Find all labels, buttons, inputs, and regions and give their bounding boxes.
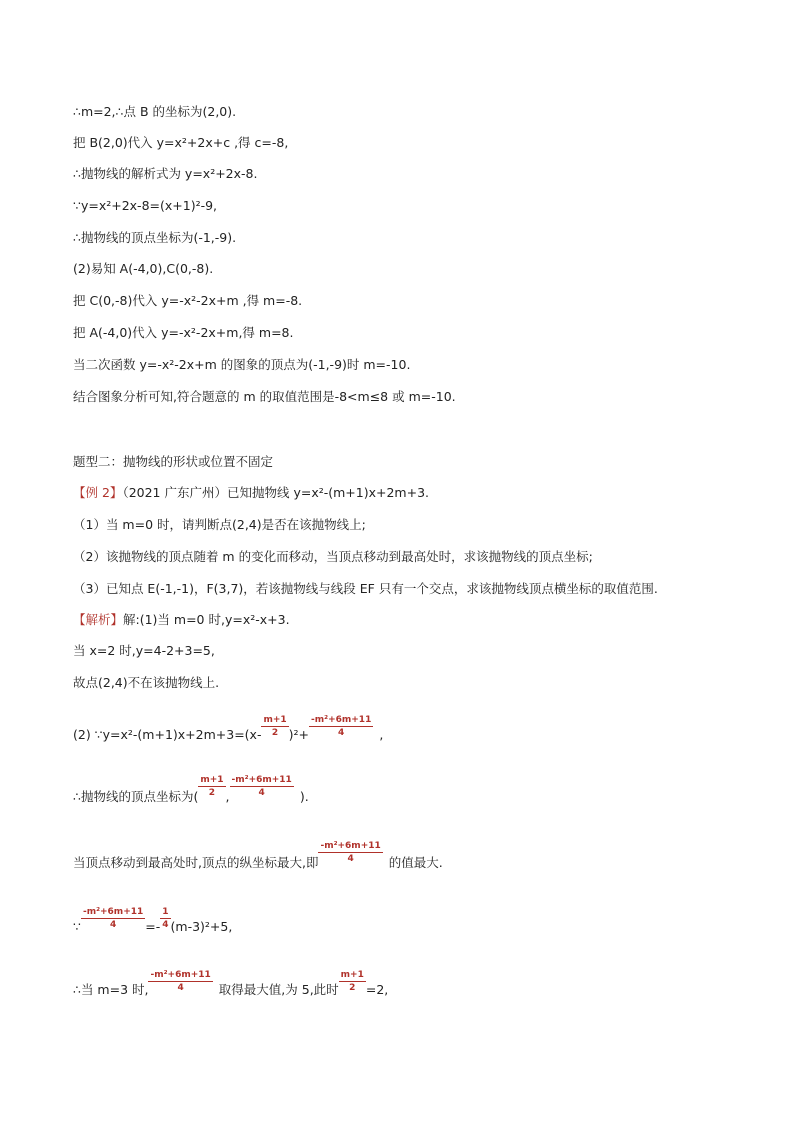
fraction-vertex-y: [318, 840, 382, 865]
fraction-numerator: m+1: [263, 715, 287, 725]
fraction-numerator: -m²+6m+11: [150, 970, 211, 980]
solution-line-9: 当二次函数 y=-x²-2x+m 的图象的顶点为(-1,-9)时 m=-10.: [73, 357, 411, 372]
fraction-m-plus-1-over-2: [261, 714, 288, 739]
step-line-5-text-a: 当顶点移动到最高处时,顶点的纵坐标最大,即: [73, 855, 319, 870]
step-line-5: [73, 841, 443, 878]
step-line-5-text-b: 的值最大.: [388, 855, 443, 870]
step-line-4-text-a: ∴抛物线的顶点坐标为(: [73, 789, 199, 804]
analysis-heading: [73, 612, 290, 628]
solution-line-3: ∴抛物线的解析式为 y=x²+2x-8.: [73, 166, 258, 181]
fraction-denominator: 2: [271, 728, 279, 738]
section-title: 题型二：抛物线的形状或位置不固定: [73, 454, 274, 469]
fraction-m-plus-1-over-2: [198, 774, 225, 799]
question-1: （1）当 m=0 时，请判断点(2,4)是否在该抛物线上;: [73, 517, 366, 532]
question-2: （2）该抛物线的顶点随着 m 的变化而移动，当顶点移动到最高处时，求该抛物线的顶点坐标;: [73, 549, 593, 564]
fraction-numerator: -m²+6m+11: [320, 841, 381, 851]
step-line-1: 当 x=2 时,y=4-2+3=5,: [73, 643, 215, 658]
fraction-denominator: 4: [109, 920, 117, 930]
step-line-6-text-b: =-: [145, 919, 161, 934]
step-line-7-text-a: ∴当 m=3 时,: [73, 982, 149, 997]
fraction-denominator: 4: [347, 854, 354, 864]
step-line-3: [73, 715, 384, 750]
example-bracket: 【例 2】: [73, 485, 123, 500]
analysis-bracket: 【解析】: [73, 612, 124, 627]
fraction-numerator: 1: [162, 907, 169, 917]
step-line-4-text-c: ).: [299, 789, 309, 804]
fraction-vertex-y: [81, 906, 145, 931]
fraction-m-plus-1-over-2: [339, 969, 366, 994]
step-line-4: [73, 775, 309, 812]
solution-line-4: ∵y=x²+2x-8=(x+1)²-9,: [73, 198, 218, 213]
solution-line-7: 把 C(0,-8)代入 y=-x²-2x+m ,得 m=-8.: [73, 293, 303, 308]
fraction-numerator: -m²+6m+11: [231, 775, 292, 785]
step-line-7-text-c: =2,: [365, 982, 389, 997]
fraction-denominator: 2: [349, 983, 356, 993]
solution-line-5: ∴抛物线的顶点坐标为(-1,-9).: [73, 230, 237, 245]
step-line-6: [73, 907, 233, 942]
fraction-denominator: 4: [177, 983, 184, 993]
fraction-denominator: 2: [208, 788, 216, 798]
solution-line-1: ∴m=2,∴点 B 的坐标为(2,0).: [73, 104, 237, 119]
step-line-2: 故点(2,4)不在该抛物线上.: [73, 675, 220, 690]
step-line-7: [73, 970, 389, 1005]
fraction-vertex-y: [309, 714, 373, 739]
step-line-6-text-c: (m-3)²+5,: [170, 919, 233, 934]
fraction-denominator: 4: [258, 788, 265, 798]
step-line-3-text-a: (2) ∵y=x²-(m+1)x+2m+3=(x-: [73, 727, 262, 742]
analysis-text: 解:(1)当 m=0 时,y=x²-x+3.: [123, 612, 290, 627]
fraction-vertex-y: [230, 774, 294, 799]
example-source: （2021 广东广州）已知抛物线 y=x²-(m+1)x+2m+3.: [122, 485, 429, 500]
fraction-numerator: -m²+6m+11: [311, 715, 372, 725]
example-heading: [73, 485, 429, 501]
fraction-one-quarter: [160, 906, 170, 931]
fraction-numerator: m+1: [340, 970, 364, 980]
step-line-7-text-b: 取得最大值,为 5,此时: [218, 982, 339, 997]
fraction-denominator: 4: [338, 728, 345, 738]
solution-line-6: (2)易知 A(-4,0),C(0,-8).: [73, 261, 214, 276]
solution-line-8: 把 A(-4,0)代入 y=-x²-2x+m,得 m=8.: [73, 325, 294, 340]
step-line-4-text-b: ,: [225, 789, 230, 804]
solution-line-10: 结合图象分析可知,符合题意的 m 的取值范围是-8<m≤8 或 m=-10.: [73, 389, 456, 404]
fraction-vertex-y: [148, 969, 212, 994]
step-line-6-text-a: ∵: [73, 919, 81, 934]
question-3: （3）已知点 E(-1,-1)，F(3,7)，若该抛物线与线段 EF 只有一个交点，求该抛物线顶点横坐标的取值范围.: [73, 581, 658, 596]
solution-line-2: 把 B(2,0)代入 y=x²+2x+c ,得 c=-8,: [73, 135, 289, 150]
step-line-3-text-c: ,: [379, 727, 384, 742]
step-line-3-text-b: )²+: [288, 727, 310, 742]
fraction-numerator: m+1: [200, 775, 224, 785]
fraction-denominator: 4: [162, 920, 169, 930]
fraction-numerator: -m²+6m+11: [82, 907, 144, 917]
